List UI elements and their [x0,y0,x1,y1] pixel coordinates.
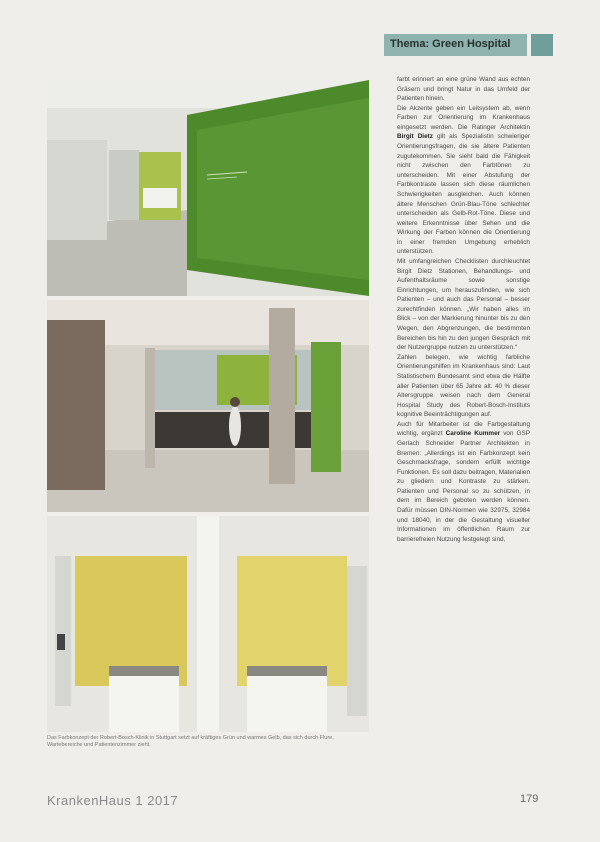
section-color-tab [531,34,553,56]
page-number: 179 [520,793,539,805]
article-paragraph: Mit umfangreichen Checklisten durchleuchtet Birgit Dietz Stationen, Behandlungs- und Aufenthaltsräume sowie sonstige Einrichtungen, um herauszufinden, wie sich Patienten – und auch das Personal – besser zurechtfinden können. „Wir haben alles im Blick – von der Markierung hinunter bis zu den Wegen, den Abgrenzungen, die bestimmten Bereichen bis hin zu den jungen Gespräch mit der Nutzergruppe nutzen zu unterstützen.“ [397,257,530,352]
article-column [397,75,530,544]
section-title: Thema: Green Hospital [390,38,511,50]
photo-patient-rooms [47,516,369,732]
photo-caption: Das Farbkonzept der Robert-Bosch-Klinik in Stuttgart setzt auf kräftiges Grün und warmes Gelb, das sich durch Flure, Wartebereiche und Patientenzimmer zieht. [47,735,334,748]
photo-corridor-green-wall [47,80,369,296]
article-paragraph: Die Akzente geben ein Leitsystem ab, wenn Farben zur Orientierung im Krankenhaus eingesetzt werden. Die Ratinger Architektin [397,104,530,131]
person-name: Caroline Kummer [445,430,501,438]
person-name: Birgit Dietz [397,133,433,141]
article-paragraph: Zahlen belegen, wie wichtig farbliche Orientierungshilfen im Krankenhaus sind: Laut Statistischem Bundesamt sind etwa die Hälfte aller Patienten über 65 Jahre alt. 40 % dieser Altersgruppe weisen nach dem General Hospital Study des Robert-Bosch-Instituts kognitive Beeinträchtigungen auf. [397,353,530,419]
photo-reception-area [47,300,369,512]
magazine-name: KrankenHaus 1 2017 [47,793,179,808]
article-paragraph: von GSP Gerlach Schneider Partner Architekten in Bremen: „Allerdings ist ein Farbkonzept kein Geschmacksfrage, sondern erfüllt wichtige Funktionen. Es soll dazu beitragen, Materialien zu gliedern und Kontraste zu stärken. Patienten und Personal so zu schützen, in dem im Bereich geboten werden können. Dafür müssen DIN-Normen wie 32975, 32984 und 18040, in der die Gestaltung visueller Informationen im öffentlichen Raum zur barrierefreien Nutzung festgelegt sind, [397,430,530,543]
article-paragraph: gilt als Spezialistin schwieriger Orientierungsfragen, die sie ältere Patienten zugutekommen. Sie sieht bald die Fähigkeit nicht zwischen den Farbtönen zu unterscheiden. Mit einer Abstufung der Farbkontraste lassen sich diese räumlichen Schwierigkeiten ausgleichen. Auch können ältere Menschen Grün-Blau-Töne schlechter unterscheiden als Gelb-Rot-Töne. Diese und weitere Erkenntnisse über Sehen und die Wirkung der Farben können die Orientierung in einer fremden Umgebung erheblich unterstützen. [397,133,530,256]
article-paragraph: Auch für Mitarbeiter ist die Farbgestaltung wichtig, ergänzt [397,420,530,438]
section-header [384,34,527,56]
article-paragraph: farbt erinnert an eine grüne Wand aus echten Gräsern und bringt Natur in das Umfeld der Patienten hinein. [397,76,530,103]
article-text [397,75,530,544]
